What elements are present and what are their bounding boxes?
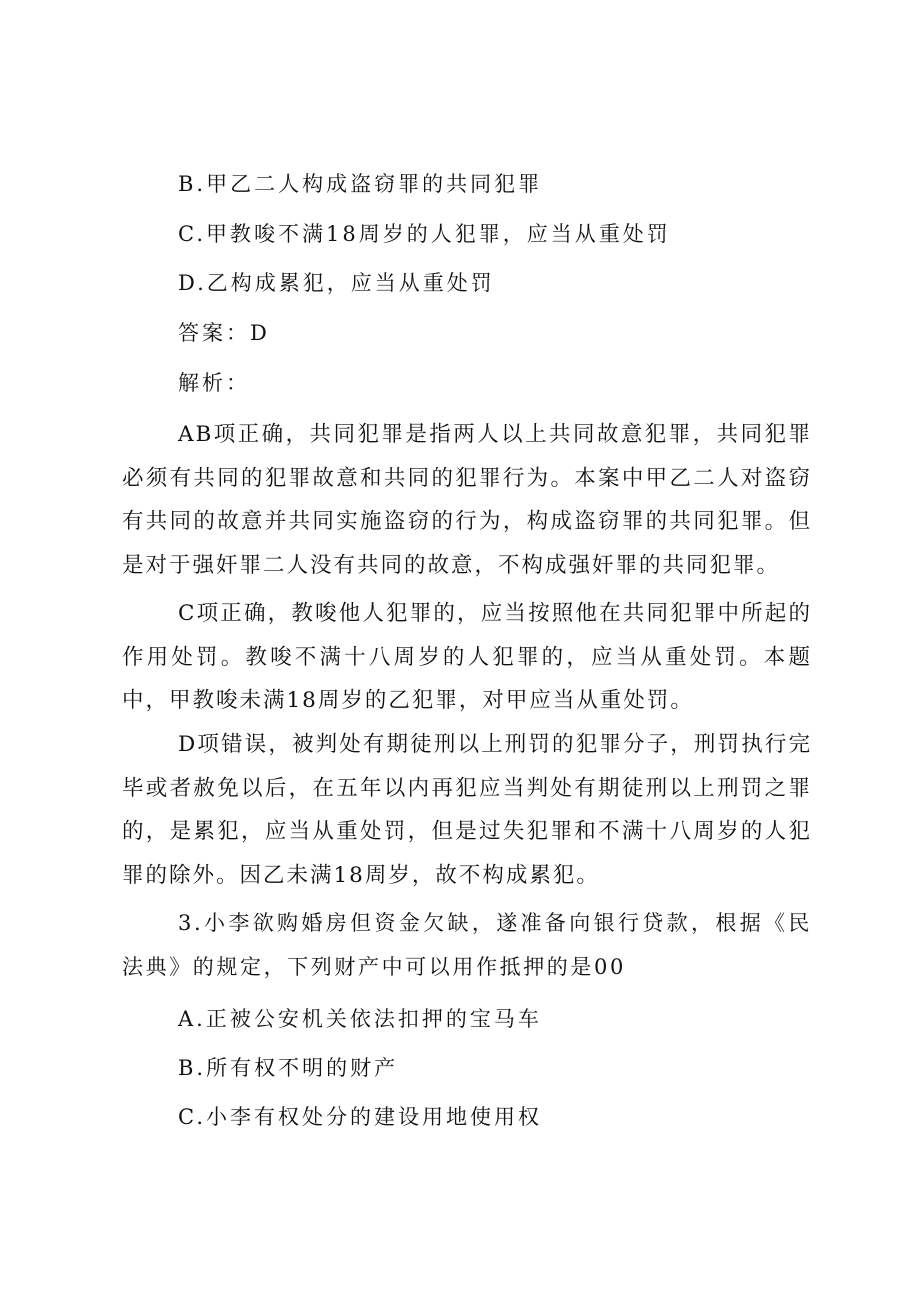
option-b: B.甲乙二人构成盗窃罪的共同犯罪 (178, 172, 543, 196)
analysis-paragraph-ab: AB项正确，共同犯罪是指两人以上共同故意犯罪，共同犯罪必须有共同的犯罪故意和共同的犯罪行为。本案中甲乙二人对盗窃有共同的故意并共同实施盗窃的行为，构成盗窃罪的共同犯罪。但是对于强奸罪二人没有共同的故意，不构成强奸罪的共同犯罪。 (122, 422, 812, 578)
answer-line: 答案：D (178, 321, 270, 345)
q3-option-a: A.正被公安机关依法扣押的宝马车 (178, 1007, 542, 1031)
q3-option-b: B.所有权不明的财产 (178, 1056, 399, 1080)
q3-option-c: C.小李有权处分的建设用地使用权 (178, 1105, 542, 1129)
option-c: C.甲教唆不满18周岁的人犯罪，应当从重处罚 (178, 222, 671, 246)
question-3-stem: 3.小李欲购婚房但资金欠缺，遂准备向银行贷款，根据《民法典》的规定，下列财产中可以用作抵押的是00 (122, 911, 812, 979)
analysis-label: 解析： (178, 371, 250, 395)
option-d: D.乙构成累犯，应当从重处罚 (178, 271, 495, 295)
analysis-paragraph-d: D项错误，被判处有期徒刑以上刑罚的犯罪分子，刑罚执行完毕或者赦免以后，在五年以内再犯应当判处有期徒刑以上刑罚之罪的，是累犯，应当从重处罚，但是过失犯罪和不满十八周岁的人犯罪的除外。因乙未满18周岁，故不构成累犯。 (122, 732, 812, 888)
analysis-paragraph-c: C项正确，教唆他人犯罪的，应当按照他在共同犯罪中所起的作用处罚。教唆不满十八周岁的人犯罪的，应当从重处罚。本题中，甲教唆未满18周岁的乙犯罪，对甲应当从重处罚。 (122, 601, 812, 713)
